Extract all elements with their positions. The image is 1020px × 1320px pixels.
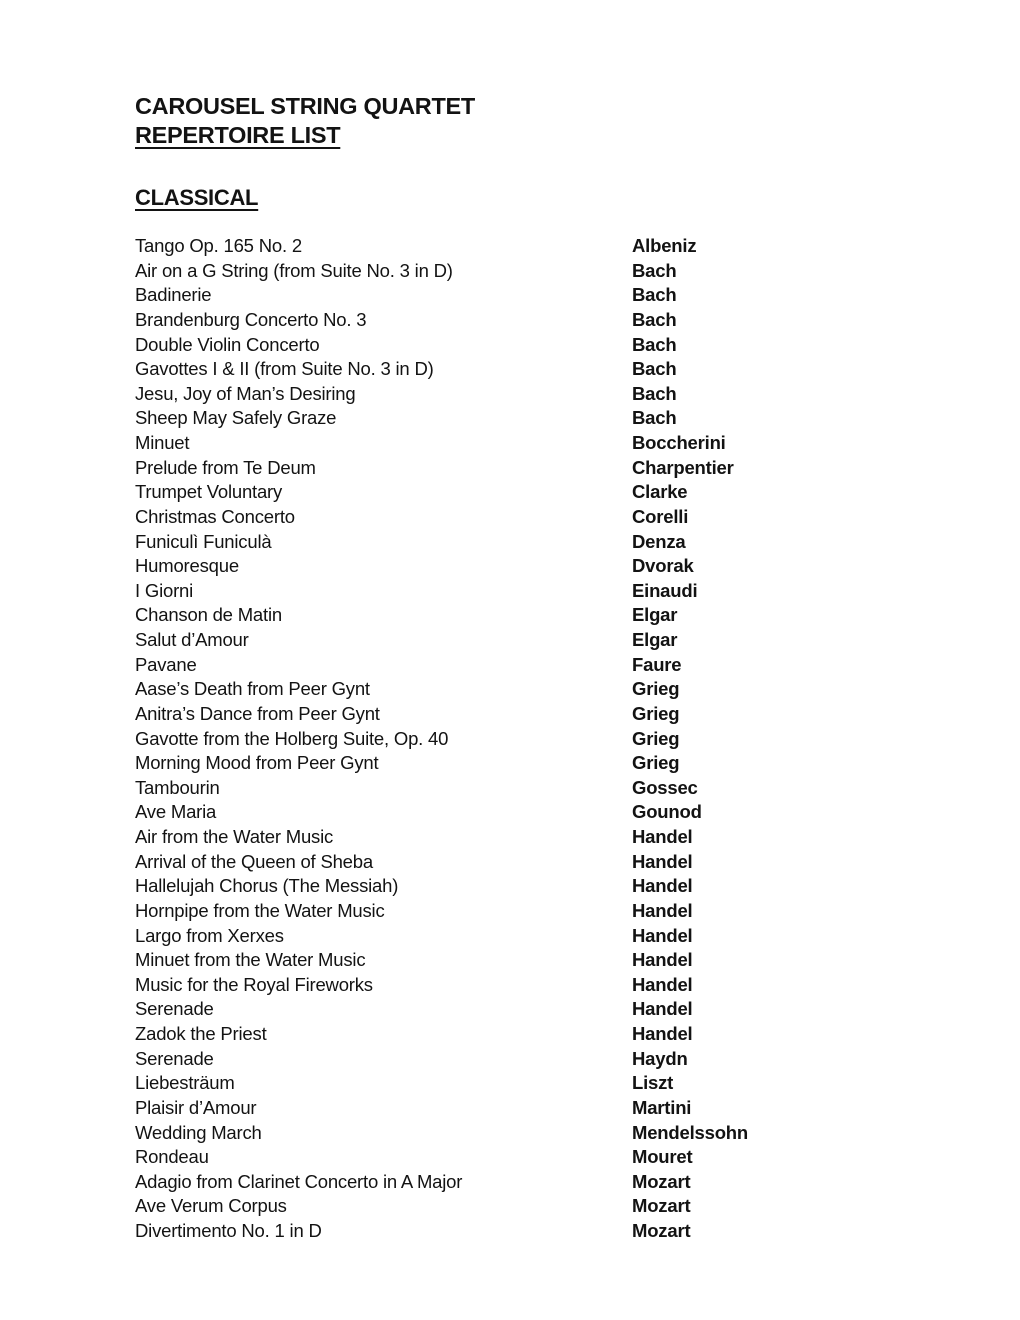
list-item [135, 874, 915, 899]
composer-name: Bach [632, 333, 677, 355]
piece-title: Salut d’Amour [135, 629, 249, 650]
piece-title: Minuet [135, 432, 190, 453]
list-item [135, 480, 915, 505]
composer-name: Liszt [632, 1072, 674, 1094]
piece-title: Plaisir d’Amour [135, 1096, 257, 1118]
piece-title: Badinerie [135, 284, 212, 306]
piece-title: Air from the Water Music [135, 826, 334, 847]
piece-title: Arrival of the Queen of Sheba [135, 850, 373, 872]
list-item [135, 1145, 915, 1170]
piece-title: Music for the Royal Fireworks [135, 973, 373, 995]
list-item [135, 1219, 915, 1244]
piece-title: Rondeau [135, 1146, 209, 1168]
piece-title: Chanson de Matin [135, 604, 282, 626]
composer-name: Einaudi [632, 579, 698, 601]
piece-title: Jesu, Joy of Man’s Desiring [135, 382, 356, 404]
list-item [135, 653, 915, 678]
composer-name: Gossec [632, 776, 698, 798]
composer-name: Handel [632, 1023, 693, 1044]
piece-title: Serenade [135, 1047, 214, 1069]
composer-name: Grieg [632, 702, 680, 724]
piece-title: Gavotte from the Holberg Suite, Op. 40 [135, 727, 449, 749]
list-item [135, 259, 915, 284]
composer-name: Gounod [632, 801, 702, 823]
piece-title: Ave Verum Corpus [135, 1195, 287, 1217]
piece-title: Tambourin [135, 776, 220, 798]
list-item [135, 628, 915, 653]
piece-title: Divertimento No. 1 in D [135, 1220, 322, 1241]
list-item [135, 283, 915, 308]
composer-name: Elgar [632, 629, 678, 650]
piece-title: Anitra’s Dance from Peer Gynt [135, 702, 380, 724]
piece-title: Christmas Concerto [135, 505, 295, 527]
composer-name: Handel [632, 949, 693, 971]
composer-name: Grieg [632, 752, 680, 774]
title-line-1: CAROUSEL STRING QUARTET [135, 93, 475, 119]
list-item [135, 1170, 915, 1195]
list-item [135, 333, 915, 358]
list-item [135, 727, 915, 752]
composer-name: Grieg [632, 727, 680, 749]
list-item [135, 776, 915, 801]
list-item [135, 554, 915, 579]
repertoire-list [135, 234, 915, 1244]
list-item [135, 1047, 915, 1072]
piece-title: Tango Op. 165 No. 2 [135, 235, 302, 256]
list-item [135, 948, 915, 973]
piece-title: Adagio from Clarinet Concerto in A Major [135, 1170, 463, 1192]
piece-title: Liebesträum [135, 1072, 235, 1094]
list-item [135, 234, 915, 259]
piece-title: Sheep May Safely Graze [135, 407, 337, 429]
list-item [135, 800, 915, 825]
composer-name: Handel [632, 924, 693, 946]
composer-name: Handel [632, 850, 693, 872]
list-item [135, 1096, 915, 1121]
list-item [135, 997, 915, 1022]
list-item [135, 382, 915, 407]
composer-name: Mendelssohn [632, 1121, 749, 1143]
piece-title: Air on a G String (from Suite No. 3 in D) [135, 259, 453, 281]
composer-name: Bach [632, 284, 677, 306]
composer-name: Handel [632, 973, 693, 995]
composer-name: Handel [632, 998, 693, 1020]
piece-title: Morning Mood from Peer Gynt [135, 752, 379, 774]
list-item [135, 850, 915, 875]
list-item [135, 406, 915, 431]
piece-title: Double Violin Concerto [135, 333, 320, 355]
piece-title: Aase’s Death from Peer Gynt [135, 678, 370, 700]
list-item [135, 1194, 915, 1219]
piece-title: Trumpet Voluntary [135, 481, 283, 503]
title-line-2: REPERTOIRE LIST [135, 122, 341, 148]
piece-title: Gavottes I & II (from Suite No. 3 in D) [135, 358, 434, 380]
piece-title: Funiculì Funiculà [135, 530, 272, 552]
list-item [135, 308, 915, 333]
composer-name: Bach [632, 407, 677, 429]
list-item [135, 603, 915, 628]
composer-name: Haydn [632, 1047, 688, 1069]
composer-name: Mozart [632, 1220, 691, 1241]
composer-name: Charpentier [632, 456, 734, 478]
list-item [135, 530, 915, 555]
list-item [135, 899, 915, 924]
piece-title: Hornpipe from the Water Music [135, 899, 385, 921]
composer-name: Bach [632, 259, 677, 281]
list-item [135, 505, 915, 530]
section-heading-classical: CLASSICAL [135, 185, 259, 210]
composer-name: Handel [632, 899, 693, 921]
composer-name: Faure [632, 653, 682, 675]
piece-title: Minuet from the Water Music [135, 949, 366, 971]
piece-title: Ave Maria [135, 801, 217, 823]
piece-title: Serenade [135, 998, 214, 1020]
list-item [135, 456, 915, 481]
piece-title: I Giorni [135, 579, 194, 601]
list-item [135, 357, 915, 382]
piece-title: Humoresque [135, 555, 239, 577]
list-item [135, 924, 915, 949]
list-item [135, 973, 915, 998]
list-item [135, 702, 915, 727]
list-item [135, 431, 915, 456]
piece-title: Pavane [135, 653, 197, 675]
piece-title: Largo from Xerxes [135, 924, 284, 946]
composer-name: Handel [632, 875, 693, 897]
document-title [135, 92, 475, 150]
composer-name: Boccherini [632, 432, 726, 453]
list-item [135, 825, 915, 850]
list-item [135, 677, 915, 702]
piece-title: Hallelujah Chorus (The Messiah) [135, 875, 399, 897]
composer-name: Bach [632, 308, 677, 330]
list-item [135, 579, 915, 604]
composer-name: Denza [632, 530, 686, 552]
composer-name: Handel [632, 826, 693, 847]
composer-name: Bach [632, 382, 677, 404]
piece-title: Prelude from Te Deum [135, 456, 316, 478]
composer-name: Elgar [632, 604, 678, 626]
list-item [135, 1022, 915, 1047]
composer-name: Mouret [632, 1146, 693, 1168]
list-item [135, 751, 915, 776]
composer-name: Dvorak [632, 555, 694, 577]
composer-name: Clarke [632, 481, 688, 503]
composer-name: Mozart [632, 1170, 691, 1192]
piece-title: Zadok the Priest [135, 1023, 267, 1044]
list-item [135, 1071, 915, 1096]
composer-name: Mozart [632, 1195, 691, 1217]
piece-title: Brandenburg Concerto No. 3 [135, 308, 367, 330]
composer-name: Albeniz [632, 235, 697, 256]
composer-name: Martini [632, 1096, 692, 1118]
composer-name: Corelli [632, 505, 689, 527]
composer-name: Grieg [632, 678, 680, 700]
composer-name: Bach [632, 358, 677, 380]
list-item [135, 1121, 915, 1146]
piece-title: Wedding March [135, 1121, 262, 1143]
